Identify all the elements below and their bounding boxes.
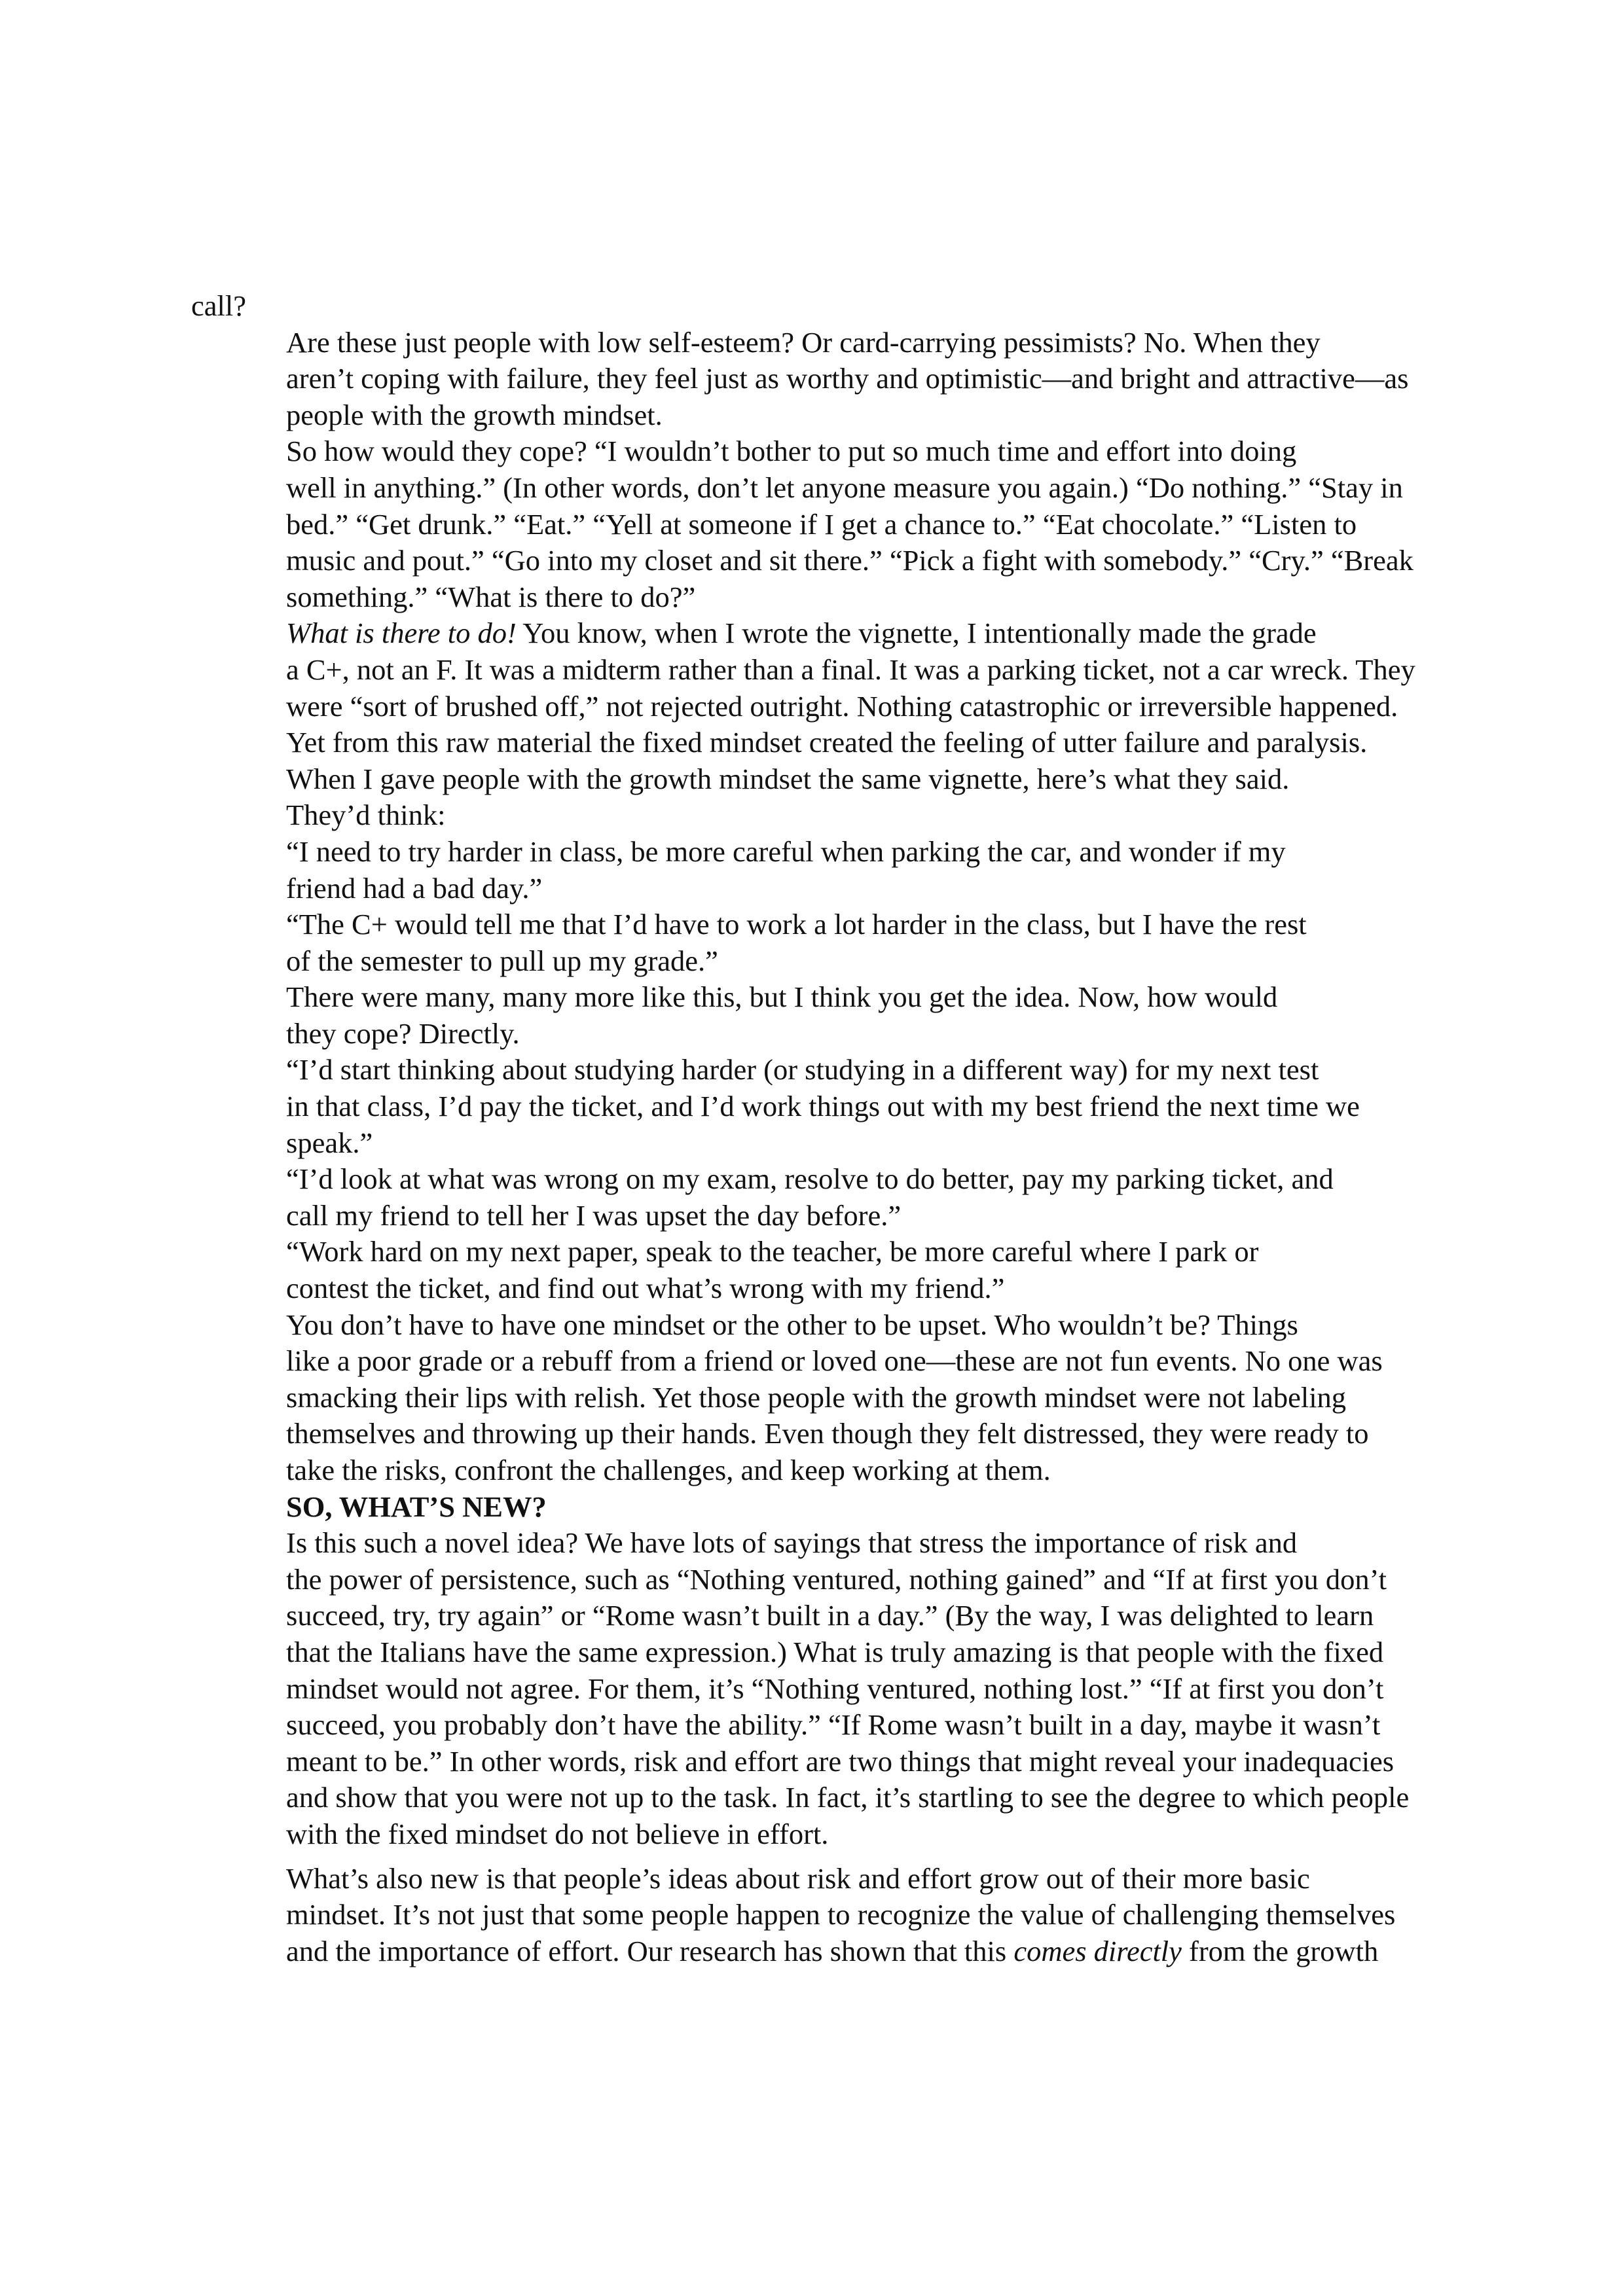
paragraph-8: What’s also new is that people’s ideas about risk and effort grow out of their more basic mindset. It’s not just that some people happen to recognize the value of challenging themselves and the importance of effort. Our research has shown that this comes directly from the growth xyxy=(286,1861,1396,1967)
quote-2: “The C+ would tell me that I’d have to work a lot harder in the class, but I have the rest of the semester to pull up my grade.” xyxy=(286,908,1307,977)
paragraph-5: There were many, many more like this, but I think you get the idea. Now, how would they cope? Directly. xyxy=(286,980,1278,1050)
quote-4: “I’d look at what was wrong on my exam, resolve to do better, pay my parking ticket, and call my friend to tell her I was upset the day before.” xyxy=(286,1162,1334,1232)
paragraph-2: So how would they cope? “I wouldn’t bother to put so much time and effort into doing well in anything.” (In other words, don’t let anyone measure you again.) “Do nothing.” “Stay in bed.” “Get drunk.” “Eat.” “Yell at someone if I get a chance to.” “Eat chocolate.” “Listen to music and pout.” “Go into my closet and sit there.” “Pick a fight with somebody.” “Cry.” “Break something.” “What is there to do?” xyxy=(286,435,1413,613)
paragraph-6: You don’t have to have one mindset or the other to be upset. Who wouldn’t be? Things like a poor grade or a rebuff from a friend or loved one—these are not fun events. No one was smacking their lips with relish. Yet those people with the growth mindset were not labeling themselves and throwing up their hands. Even though they felt distressed, they were ready to take the risks, confront the challenges, and keep working at them. xyxy=(286,1308,1383,1486)
paragraph-3: What is there to do! You know, when I wrote the vignette, I intentionally made the grade a C+, not an F. It was a midterm rather than a final. It was a parking ticket, not a car wreck. They were “sort of brushed off,” not rejected outright. Nothing catastrophic or irreversible happened. Yet from this raw material the fixed mindset created the feeling of utter failure and paralysis. xyxy=(286,617,1415,759)
section-heading: SO, WHAT’S NEW? xyxy=(286,1490,547,1523)
quote-1: “I need to try harder in class, be more careful when parking the car, and wonder if my friend had a bad day.” xyxy=(286,834,1286,905)
body-text xyxy=(191,288,1435,1969)
italic-lead: What is there to do! xyxy=(286,617,517,650)
paragraph-7: Is this such a novel idea? We have lots of sayings that stress the importance of risk and the power of persistence, such as “Nothing ventured, nothing gained” and “If at first you don’t succeed, try, try again” or “Rome wasn’t built in a day.” (By the way, I was delighted to learn that the Italians have the same expression.) What is truly amazing is that people with the fixed mindset would not agree. For them, it’s “Nothing ventured, nothing lost.” “If at first you don’t succeed, you probably don’t have the ability.” “If Rome wasn’t built in a day, maybe it wasn’t meant to be.” In other words, risk and effort are two things that might reveal your inadequacies and show that you were not up to the task. In fact, it’s startling to see the degree to which people with the fixed mindset do not believe in effort. xyxy=(286,1526,1410,1850)
paragraph-1: Are these just people with low self-esteem? Or card-carrying pessimists? No. When they aren’t coping with failure, they feel just as worthy and optimistic—and bright and attractive—as people with the growth mindset. xyxy=(286,325,1409,431)
italic-emphasis: comes directly xyxy=(1013,1934,1182,1967)
quote-3: “I’d start thinking about studying harder (or studying in a different way) for my next test in that class, I’d pay the ticket, and I’d work things out with my best friend the next time we speak.” xyxy=(286,1053,1360,1159)
paragraph-4: When I gave people with the growth mindset the same vignette, here’s what they said. They’d think: xyxy=(286,762,1290,832)
quote-5: “Work hard on my next paper, speak to the teacher, be more careful where I park or contest the ticket, and find out what’s wrong with my friend.” xyxy=(286,1235,1259,1305)
paragraph-continuation: call? xyxy=(191,289,246,322)
